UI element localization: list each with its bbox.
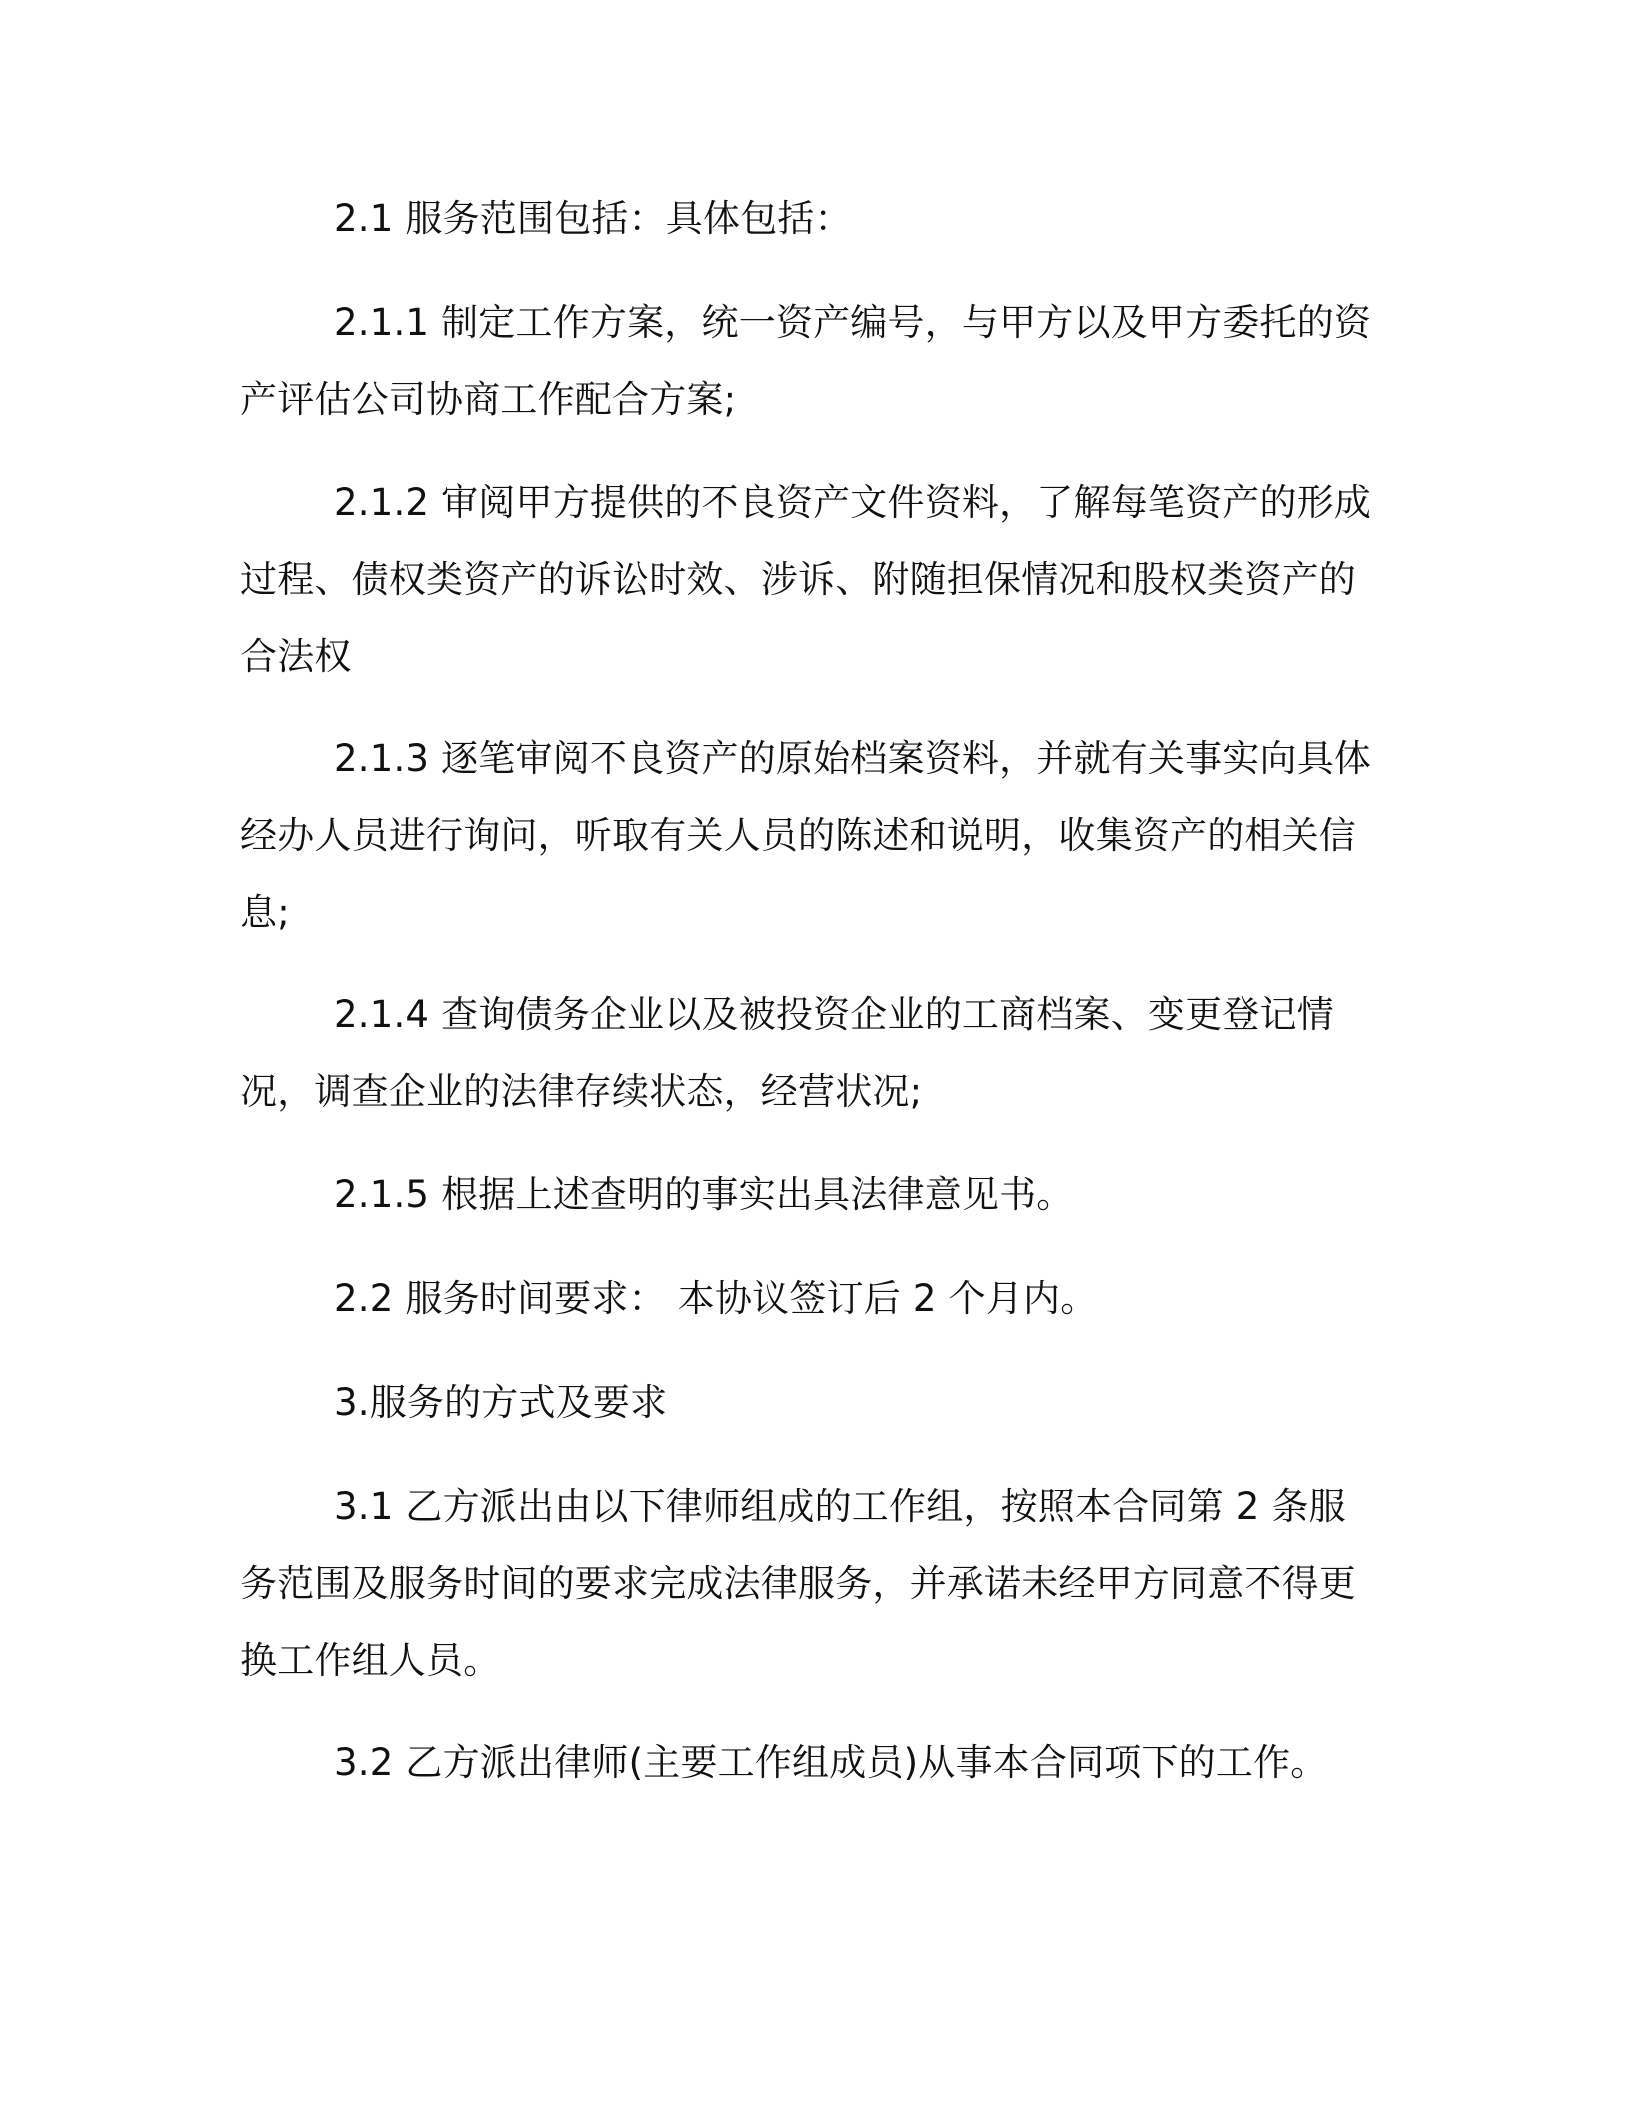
paragraph-3-heading: 3.服务的方式及要求 (334, 1381, 668, 1424)
paragraph-2-2: 2.2 服务时间要求： 本协议签订后 2 个月内。 (334, 1277, 1098, 1320)
paragraph-2-1-3: 2.1.3 逐笔审阅不良资产的原始档案资料，并就有关事实向具体经办人员进行询问，听取有关人员的陈述和说明，收集资产的相关信息; (240, 737, 1372, 934)
paragraph-2-1: 2.1 服务范围包括：具体包括： (334, 197, 852, 240)
paragraph-2-1-4: 2.1.4 查询债务企业以及被投资企业的工商档案、变更登记情况，调查企业的法律存续状态，经营状况; (240, 993, 1334, 1113)
paragraph-3-2: 3.2 乙方派出律师(主要工作组成员)从事本合同项下的工作。 (334, 1741, 1328, 1784)
paragraph-2-1-2: 2.1.2 审阅甲方提供的不良资产文件资料，了解每笔资产的形成过程、债权类资产的诉讼时效、涉诉、附随担保情况和股权类资产的合法权 (240, 481, 1372, 678)
paragraph-2-1-1: 2.1.1 制定工作方案，统一资产编号，与甲方以及甲方委托的资产评估公司协商工作配合方案; (240, 301, 1372, 421)
paragraph-3-1: 3.1 乙方派出由以下律师组成的工作组，按照本合同第 2 条服务范围及服务时间的要求完成法律服务，并承诺未经甲方同意不得更换工作组人员。 (240, 1485, 1356, 1682)
paragraph-2-1-5: 2.1.5 根据上述查明的事实出具法律意见书。 (334, 1173, 1074, 1216)
